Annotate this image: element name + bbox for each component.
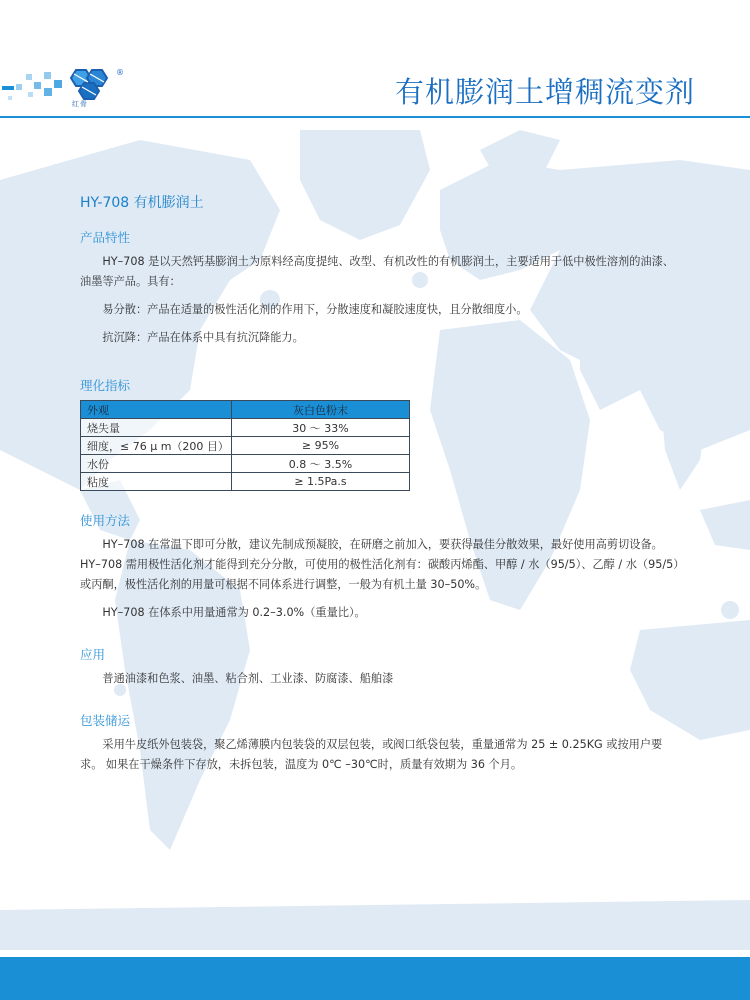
table-row [81,473,410,491]
feature-item-dispersion: 易分散：产品在适量的极性活化剂的作用下，分散速度和凝胶速度快，且分散细度小。 [102,303,528,316]
spec-table [80,400,410,491]
registered-mark: ® [116,68,124,77]
application-text: 普通油漆和色浆、油墨、粘合剂、工业漆、防腐漆、船舶漆 [102,672,394,685]
page-title: 有机膨润土增稠流变剂 [394,75,695,109]
main-content [80,192,680,783]
spec-item: 水份 [81,455,232,473]
spec-item: 细度，≤ 76 μ m（200 目） [81,437,232,455]
feature-item-antisettling: 抗沉降：产品在体系中具有抗沉降能力。 [102,331,304,344]
usage-dosage: HY–708 在体系中用量通常为 0.2–3.0%（重量比）。 [102,606,366,619]
spec-value: ≥ 95% [232,437,410,455]
features-heading: 产品特性 [80,230,131,245]
header-divider [0,116,750,118]
features-intro: HY–708 是以天然钙基膨润土为原料经高度提纯、改型、有机改性的有机膨润土，主要适用于低中极性溶剂的油漆、油墨等产品。具有： [80,255,674,288]
table-row [81,437,410,455]
spec-heading: 理化指标 [80,378,131,393]
spec-table-header [81,401,410,419]
spec-value: ≥ 1.5Pa.s [232,473,410,491]
page-header [0,0,750,125]
decorative-squares [0,62,70,110]
packaging-text: 采用牛皮纸外包装袋，聚乙烯薄膜内包装袋的双层包装，或阀口纸袋包装，重量通常为 25 ± 0.25KG 或按用户要求。 如果在干燥条件下存放，未拆包装，温度为 0℃ –30℃时，质量有效期为 36 个月。 [80,738,663,771]
spec-item: 烧失量 [81,419,232,437]
packaging-heading: 包装储运 [80,713,131,728]
spec-value: 30 ～ 33% [232,419,410,437]
spec-header-value: 灰白色粉末 [232,401,410,419]
company-logo-icon [62,66,114,110]
usage-heading: 使用方法 [80,513,131,528]
spec-value: 0.8 ～ 3.5% [232,455,410,473]
logo-text: 红骨 [72,100,88,108]
table-row [81,455,410,473]
usage-paragraph: HY–708 在常温下即可分散，建议先制成预凝胶，在研磨之前加入，要获得最佳分散效果，最好使用高剪切设备。HY–708 需用极性活化剂才能得到充分分散，可使用的极性活化剂有：碳酸丙烯酯、甲醇 / 水（95/5）、乙醇 / 水（95/5）或丙酮，极性活化剂的用量可根据不同体系进行调整，一般为有机土量 30–50%。 [80,538,679,591]
table-row [81,419,410,437]
footer-bar [0,957,750,1000]
product-title: HY-708 有机膨润土 [80,195,204,211]
spec-header-item: 外观 [81,401,232,419]
application-heading: 应用 [80,647,106,662]
spec-item: 粘度 [81,473,232,491]
